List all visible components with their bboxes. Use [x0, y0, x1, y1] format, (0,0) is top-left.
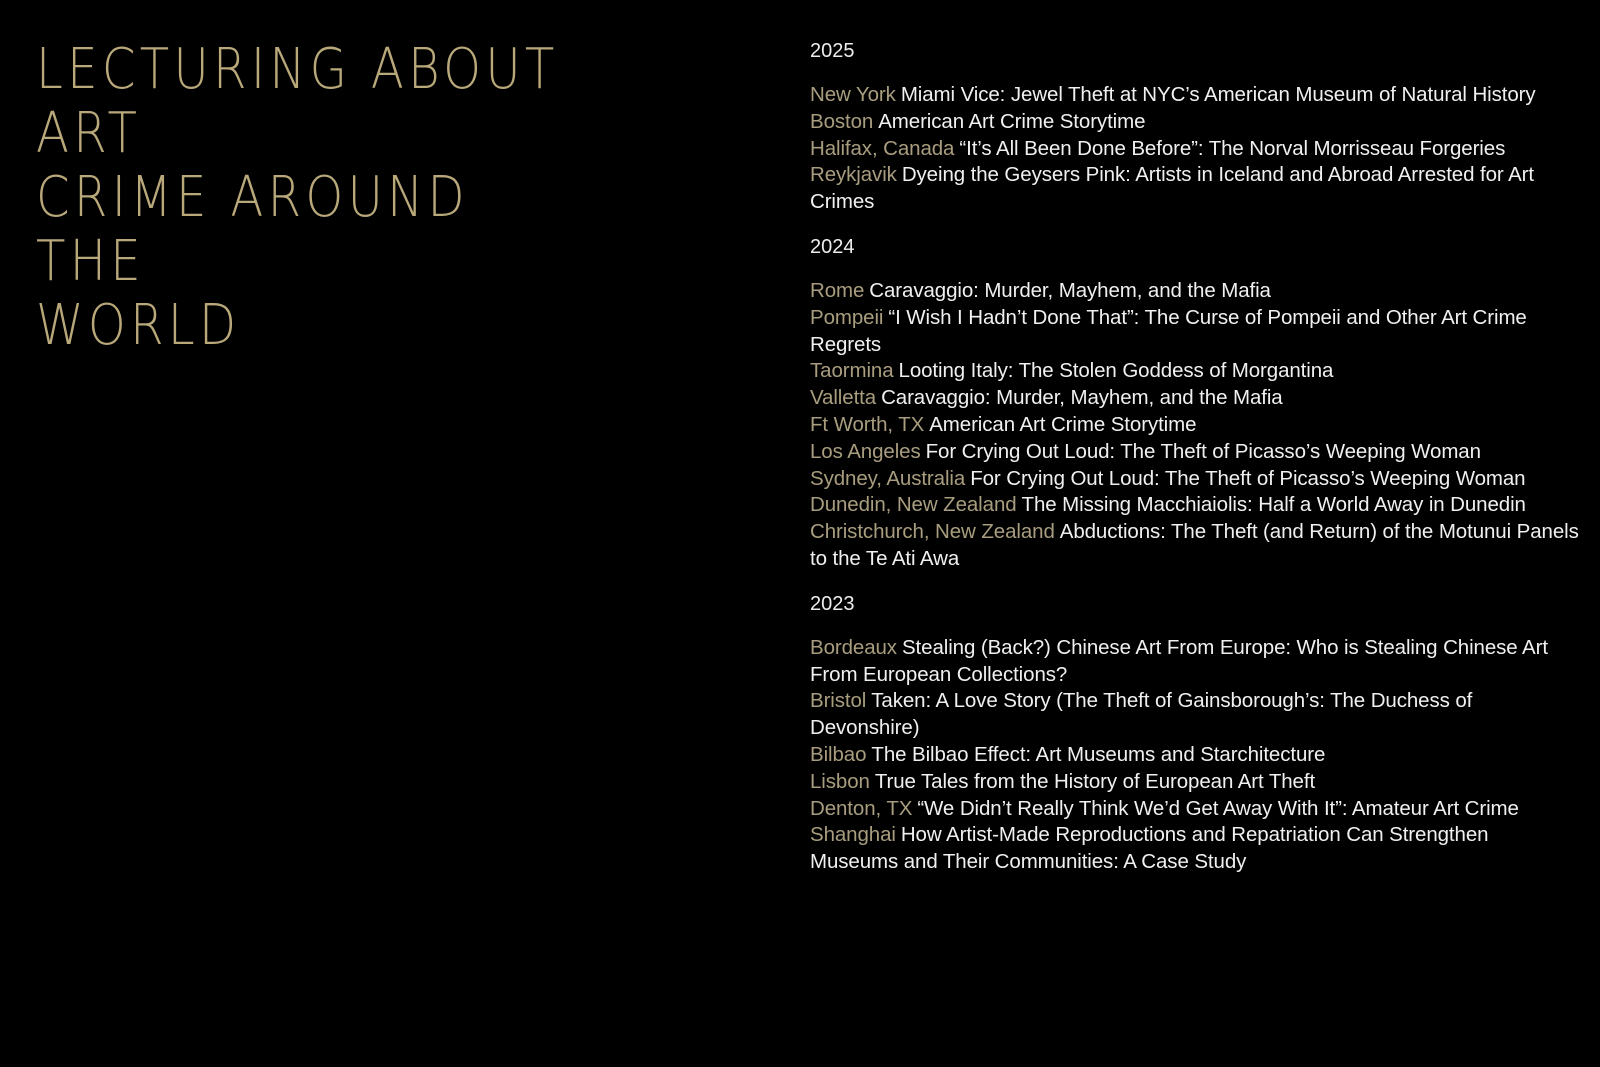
lecture-item — [810, 492, 1580, 519]
lecture-title: For Crying Out Loud: The Theft of Picasso’s Weeping Woman — [970, 466, 1526, 490]
lecture-item — [810, 742, 1580, 769]
lecture-title: The Bilbao Effect: Art Museums and Starchitecture — [871, 742, 1326, 766]
lecture-city: Lisbon — [810, 769, 870, 793]
lecture-city: Bristol — [810, 689, 867, 713]
lecture-item — [810, 635, 1580, 689]
lecture-title: Taken: A Love Story (The Theft of Gainsborough’s: The Duchess of Devonshire) — [810, 689, 1473, 740]
lecture-city: Pompeii — [810, 305, 884, 329]
lecture-city: Halifax, Canada — [810, 136, 955, 160]
year-section-2024 — [810, 234, 1580, 573]
lecture-item — [810, 162, 1580, 216]
year-heading: 2025 — [810, 40, 855, 62]
lecture-city: New York — [810, 83, 896, 106]
year-section-2023 — [810, 591, 1580, 876]
lecture-title: Caravaggio: Murder, Mayhem, and the Mafia — [869, 278, 1271, 302]
year-section-2025 — [810, 38, 1580, 216]
lecture-item — [810, 519, 1580, 573]
lecture-city: Los Angeles — [810, 439, 921, 463]
lecture-list — [810, 38, 1580, 894]
lecture-item — [810, 688, 1580, 742]
lecture-title: For Crying Out Loud: The Theft of Picasso’s Weeping Woman — [925, 439, 1481, 463]
lecture-item — [810, 278, 1580, 305]
lecture-title: American Art Crime Storytime — [878, 109, 1146, 133]
lecture-item — [810, 82, 1580, 109]
lecture-title: The Missing Macchiaiolis: Half a World Away in Dunedin — [1021, 493, 1526, 517]
lecture-title: “We Didn’t Really Think We’d Get Away With It”: Amateur Art Crime — [917, 796, 1519, 820]
lecture-title: Dyeing the Geysers Pink: Artists in Iceland and Abroad Arrested for Art Crimes — [810, 163, 1534, 214]
lecture-city: Rome — [810, 278, 865, 302]
lecture-title: How Artist-Made Reproductions and Repatriation Can Strengthen Museums and Their Communities: A Case Study — [810, 823, 1489, 874]
title-line: CRIME AROUND THE — [36, 165, 469, 294]
lecture-item — [810, 412, 1580, 439]
lecture-item — [810, 358, 1580, 385]
lecture-item — [810, 466, 1580, 493]
lecture-item — [810, 385, 1580, 412]
lecture-city: Ft Worth, TX — [810, 412, 925, 436]
lecture-city: Denton, TX — [810, 796, 913, 820]
lecture-title: Stealing (Back?) Chinese Art From Europe: Who is Stealing Chinese Art From European Collections? — [810, 635, 1548, 686]
lecture-title: American Art Crime Storytime — [929, 412, 1197, 436]
lecture-title: Abductions: The Theft (and Return) of the Motunui Panels to the Te Ati Awa — [810, 520, 1579, 570]
lecture-city: Dunedin, New Zealand — [810, 493, 1017, 517]
title-line: WORLD — [36, 293, 241, 358]
lecture-city: Shanghai — [810, 823, 896, 847]
lecture-item — [810, 439, 1580, 466]
lecture-city: Taormina — [810, 359, 894, 383]
year-heading: 2023 — [810, 592, 855, 615]
lecture-city: Reykjavik — [810, 163, 897, 187]
lecture-item — [810, 769, 1580, 796]
lecture-title: Miami Vice: Jewel Theft at NYC’s American Museum of Natural History — [900, 83, 1536, 106]
lecture-item — [810, 305, 1580, 359]
lecture-title: Caravaggio: Murder, Mayhem, and the Mafia — [881, 386, 1283, 410]
lecture-title: “It’s All Been Done Before”: The Norval Morrisseau Forgeries — [959, 136, 1506, 160]
lecture-item — [810, 136, 1580, 163]
lecture-title: “I Wish I Hadn’t Done That”: The Curse of Pompeii and Other Art Crime Regrets — [810, 305, 1527, 356]
lecture-city: Sydney, Australia — [810, 466, 966, 490]
lecture-title: True Tales from the History of European Art Theft — [874, 769, 1316, 793]
lecture-item — [810, 822, 1580, 876]
lecture-item — [810, 109, 1580, 136]
year-heading: 2024 — [810, 235, 855, 258]
lecture-title: Looting Italy: The Stolen Goddess of Morgantina — [898, 359, 1334, 383]
lecture-city: Boston — [810, 109, 874, 133]
lecture-city: Valletta — [810, 386, 877, 410]
lecture-item — [810, 796, 1580, 823]
page-title — [36, 38, 586, 358]
title-line: LECTURING ABOUT ART — [36, 37, 559, 166]
lecture-city: Christchurch, New Zealand — [810, 520, 1055, 544]
lecture-city: Bilbao — [810, 742, 867, 766]
lecture-city: Bordeaux — [810, 635, 897, 659]
